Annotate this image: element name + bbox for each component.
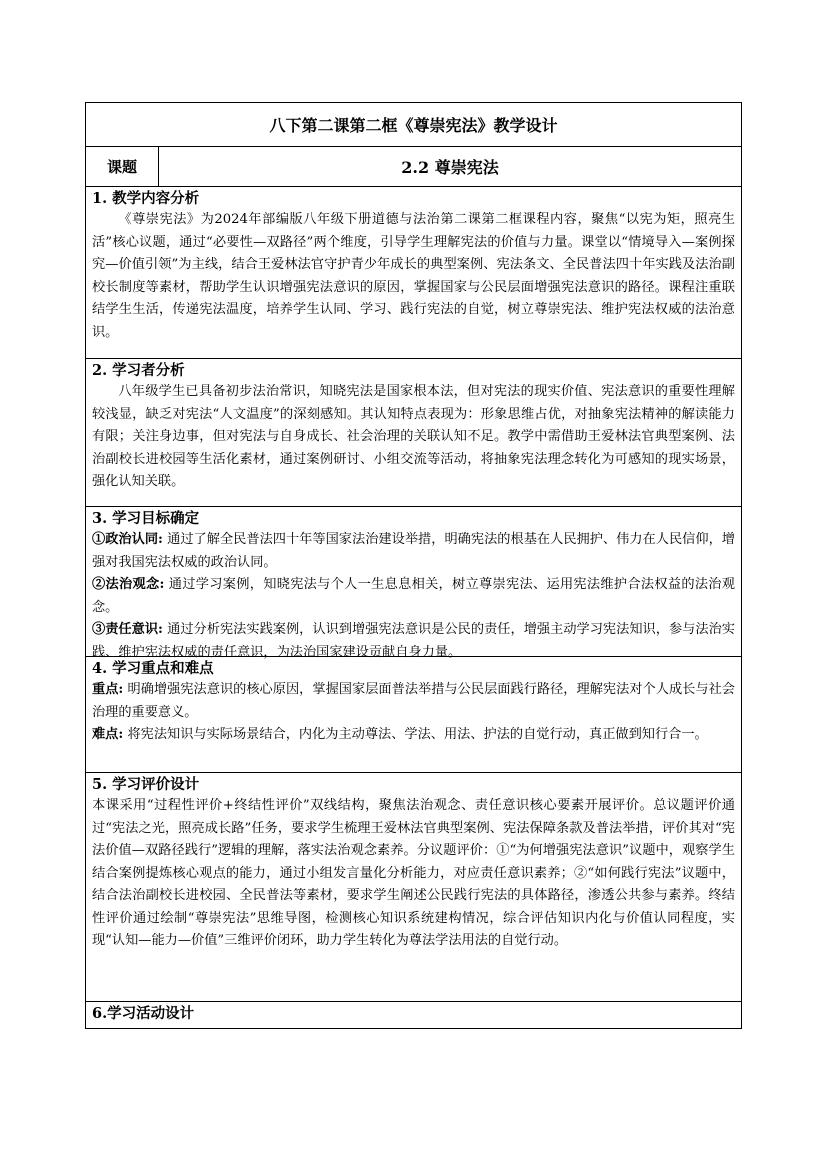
section-text: 《尊崇宪法》为2024年部编版八年级下册道德与法治第二课第二框课程内容，聚焦“以宪为矩，照亮生活”核心议题，通过“必要性—双路径”两个维度，引导学生理解宪法的价值与力量。课堂以“情境导入—案例探究—价值引领”为主线，结合王爱林法官守护青少年成长的典型案例、宪法条文、全民普法四十年实践及法治副校长制度等素材，帮助学生认识增强宪法意识的原因，掌握国家与公民层面增强宪法意识的路径。课程注重联结学生生活，传递宪法温度，培养学生认同、学习、践行宪法的自觉，树立尊崇宪法、维护宪法权威的法治意识。 — [92, 212, 735, 340]
section-text: 八年级学生已具备初步法治常识，知晓宪法是国家根本法，但对宪法的现实价值、宪法意识的重要性理解较浅显，缺乏对宪法“人文温度”的深刻感知。其认知特点表现为：形象思维占优，对抽象宪法精神的解读能力有限；关注身边事，但对宪法与自身成长、社会治理的关联认知不足。教学中需借助王爱林法官典型案例、法治副校长进校园等生活化素材，通过案例研讨、小组交流等活动，将抽象宪法理念转化为可感知的现实场景，强化认知关联。 — [92, 384, 735, 489]
section-content-analysis — [86, 187, 741, 359]
section-key-points — [86, 657, 741, 773]
section-activity-design — [86, 1002, 741, 1028]
objective-item — [92, 529, 735, 574]
objective-text: 通过分析宪法实践案例，认识到增强宪法意识是公民的责任，增强主动学习宪法知识，参与法治实践、维护宪法权威的责任意识，为法治国家建设贡献自身力量。 — [92, 622, 735, 660]
section-learner-analysis — [86, 359, 741, 507]
key-point-text: 明确增强宪法意识的核心原因，掌握国家层面普法举措与公民层面践行路径，理解宪法对个人成长与社会治理的重要意义。 — [92, 682, 735, 720]
section-title: 4. 学习重点和难点 — [92, 660, 214, 677]
difficulty-text: 将宪法知识与实际场景结合，内化为主动尊法、学法、用法、护法的自觉行动，真正做到知行合一。 — [123, 727, 708, 742]
objective-item — [92, 574, 735, 619]
topic-row — [86, 147, 741, 187]
key-point-item — [92, 679, 735, 724]
section-title: 6.学习活动设计 — [92, 1005, 195, 1022]
section-title: 5. 学习评价设计 — [92, 776, 200, 793]
difficulty-label: 难点: — [92, 727, 124, 742]
lesson-plan-table — [85, 102, 742, 1029]
objective-label: ③责任意识: — [92, 622, 163, 637]
section-title: 3. 学习目标确定 — [92, 510, 200, 527]
objective-text: 通过学习案例，知晓宪法与个人一生息息相关，树立尊崇宪法、运用宪法维护合法权益的法治观念。 — [92, 577, 735, 615]
section-text: 本课采用“过程性评价+终结性评价”双线结构，聚焦法治观念、责任意识核心要素开展评价。总议题评价通过“宪法之光，照亮成长路”任务，要求学生梳理王爱林法官典型案例、宪法保障条款及普法举措，评价其对“宪法价值—双路径践行”逻辑的理解，落实法治观念素养。分议题评价：①“为何增强宪法意识”议题中，观察学生结合案例提炼核心观点的能力，通过小组发言量化分析能力，对应责任意识素养；②“如何践行宪法”议题中，结合法治副校长进校园、全民普法等素材，要求学生阐述公民践行宪法的具体路径，渗透公共参与素养。终结性评价通过绘制“尊崇宪法”思维导图，检测核心知识系统建构情况，综合评估知识内化与价值认同程度，实现“认知—能力—价值”三维评价闭环，助力学生转化为尊法学法用法的自觉行动。 — [92, 798, 735, 948]
difficulty-item — [92, 724, 735, 747]
topic-label: 课题 — [86, 147, 159, 186]
section-learning-objectives — [86, 507, 741, 660]
section-title: 1. 教学内容分析 — [92, 190, 200, 207]
document-title: 八下第二课第二框《尊崇宪法》教学设计 — [86, 103, 741, 147]
objective-label: ①政治认同: — [92, 532, 163, 547]
objective-label: ②法治观念: — [92, 577, 165, 592]
objective-text: 通过了解全民普法四十年等国家法治建设举措，明确宪法的根基在人民拥护、伟力在人民信仰，增强对我国宪法权威的政治认同。 — [92, 532, 735, 570]
key-point-label: 重点: — [92, 682, 124, 697]
section-evaluation-design — [86, 773, 741, 1002]
topic-value: 2.2 尊崇宪法 — [401, 158, 499, 177]
section-title: 2. 学习者分析 — [92, 362, 185, 379]
